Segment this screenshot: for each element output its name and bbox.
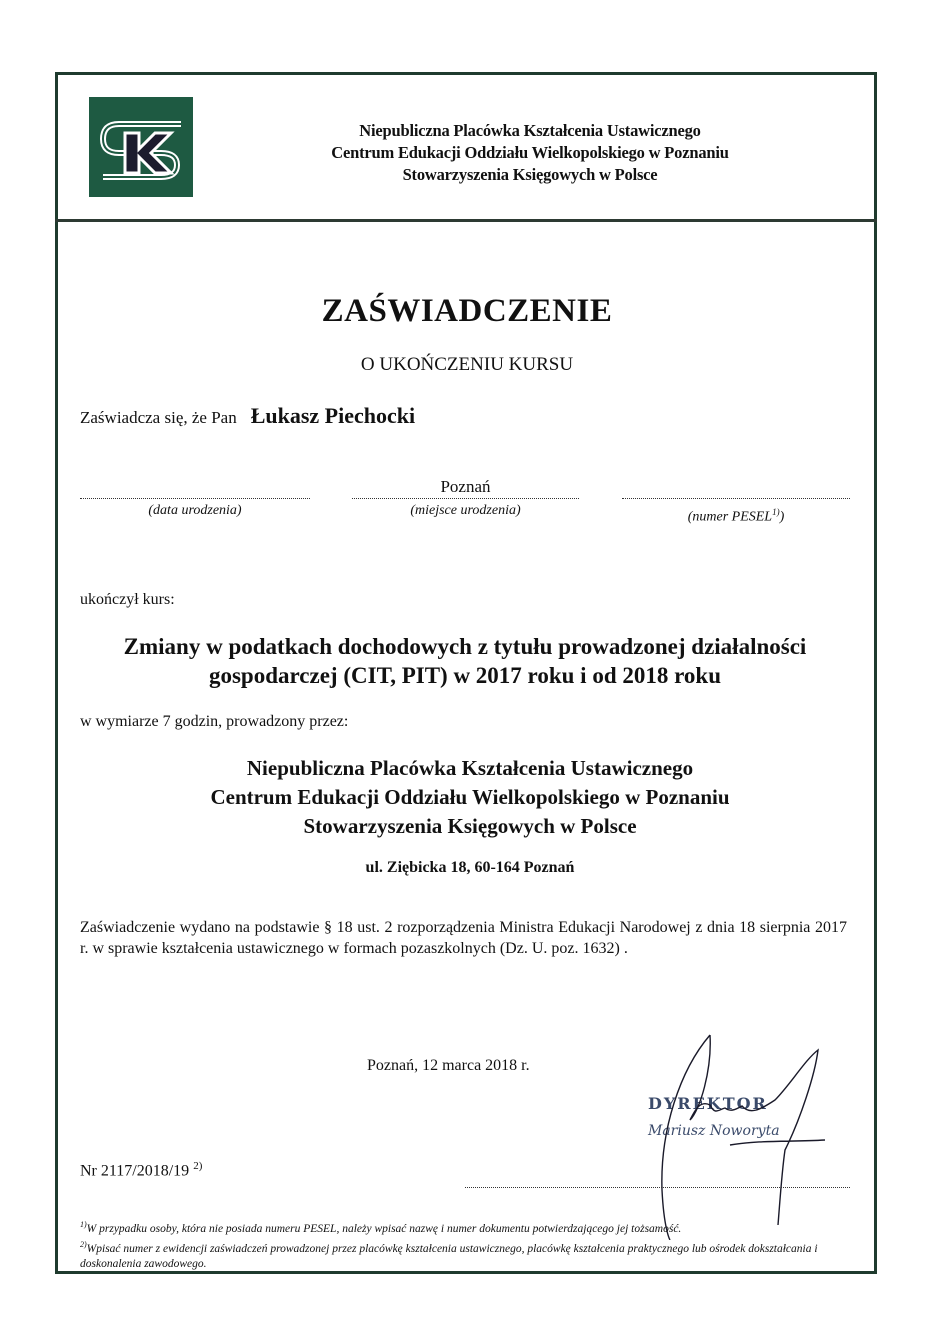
- birth-place-field: [352, 477, 579, 519]
- course-title: [60, 632, 870, 690]
- dotted-line: [622, 498, 850, 499]
- header-org-line: Niepubliczna Placówka Kształcenia Ustawicznego: [359, 121, 701, 140]
- legal-basis: Zaświadczenie wydano na podstawie § 18 ust. 2 rozporządzenia Ministra Edukacji Narodowej z dnia 18 sierpnia 2017 r. w sprawie kształcenia ustawicznego w formach pozaszkolnych (Dz. U. poz. 1632) .: [80, 919, 847, 957]
- place-date: Poznań, 12 marca 2018 r.: [367, 1057, 530, 1074]
- footnotes: [80, 1217, 860, 1272]
- pesel-caption: [622, 507, 850, 526]
- header-divider: [55, 219, 877, 222]
- header-org-line: Centrum Edukacji Oddziału Wielkopolskiego w Poznaniu: [331, 143, 729, 162]
- header-org-line: Stowarzyszenia Księgowych w Polsce: [402, 165, 658, 184]
- birth-date-caption: (data urodzenia): [148, 503, 242, 518]
- footnote-1: [80, 1217, 860, 1237]
- course-title-line: gospodarczej (CIT, PIT) w 2017 roku i od 2018 roku: [208, 663, 721, 688]
- header-organization: [230, 120, 830, 186]
- document-subtitle: O UKOŃCZENIU KURSU: [360, 354, 574, 375]
- signature-icon: [600, 1030, 830, 1240]
- document-title: ZAŚWIADCZENIE: [321, 293, 613, 329]
- signature-line: [465, 1187, 850, 1188]
- organizer-line: Centrum Edukacji Oddziału Wielkopolskiego w Poznaniu: [210, 785, 730, 809]
- hours-text: w wymiarze 7 godzin, prowadzony przez:: [80, 713, 349, 730]
- footnote-ref: 1): [772, 507, 780, 517]
- footnote-ref: 2): [80, 1239, 87, 1249]
- recipient-name: Łukasz Piechocki: [250, 403, 416, 428]
- birth-date-field: [80, 477, 310, 519]
- sk-logo-icon: [89, 97, 193, 197]
- certificate-number: [80, 1160, 202, 1180]
- birth-date-value: [80, 477, 310, 497]
- organizer-line: Stowarzyszenia Księgowych w Polsce: [303, 814, 637, 838]
- completed-label: ukończył kurs:: [80, 591, 175, 608]
- dotted-line: [80, 498, 310, 499]
- footnote-ref: 2): [193, 1160, 203, 1172]
- pesel-field: [622, 477, 850, 526]
- footnote-text: Wpisać numer z ewidencji zaświadczeń prowadzonej przez placówkę kształcenia ustawicznego, placówkę kształcenia praktycznego lub ośrodek dokształcania i doskonalenia zawodowego.: [80, 1242, 818, 1270]
- dotted-line: [352, 498, 579, 499]
- birth-place-caption: (miejsce urodzenia): [410, 503, 521, 518]
- pesel-caption-end: ): [779, 509, 785, 525]
- footnote-ref: 1): [80, 1220, 87, 1229]
- birth-place-value: Poznań: [440, 477, 491, 496]
- organizer-line: Niepubliczna Placówka Kształcenia Ustawicznego: [246, 756, 694, 780]
- course-title-line: Zmiany w podatkach dochodowych z tytułu prowadzonej działalności: [123, 634, 807, 659]
- pesel-value: [622, 477, 850, 497]
- organizer-name: [100, 754, 840, 841]
- footnote-2: [80, 1237, 860, 1272]
- stamp-role: DYREKTOR: [648, 1094, 768, 1113]
- footnote-text: W przypadku osoby, która nie posiada numeru PESEL, należy wpisać nazwę i numer dokumentu potwierdzającego jej tożsamość.: [86, 1222, 682, 1235]
- stamp-person: Mariusz Noworyta: [648, 1123, 780, 1139]
- organizer-address: ul. Ziębicka 18, 60-164 Poznań: [365, 859, 575, 876]
- pesel-caption-text: (numer PESEL: [687, 509, 773, 525]
- certificate-number-text: Nr 2117/2018/19: [80, 1162, 190, 1180]
- certify-line: [80, 403, 415, 429]
- certify-prefix: Zaświadcza się, że Pan: [80, 408, 237, 427]
